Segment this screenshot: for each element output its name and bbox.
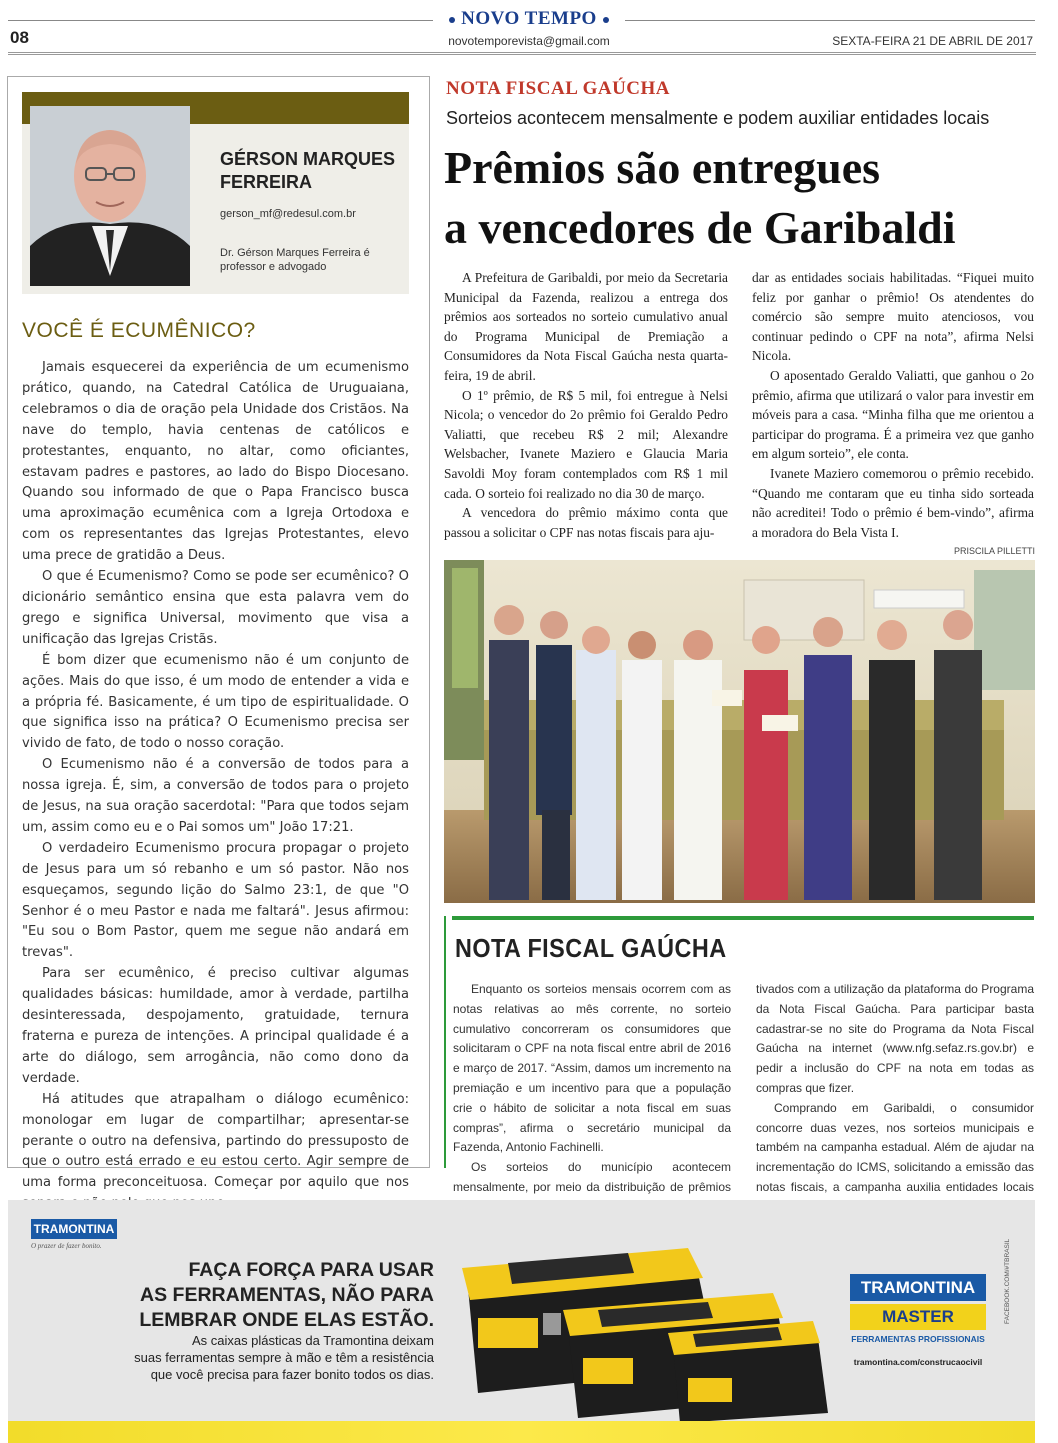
sidebar-box-column-1 bbox=[453, 980, 731, 1218]
article-paragraph: A vencedora do prêmio máximo conta que passou a solicitar o CPF nas notas fiscais para aju- bbox=[444, 505, 728, 540]
author-card bbox=[22, 92, 409, 294]
column-body bbox=[22, 358, 409, 1215]
box-paragraph: Comprando em Garibaldi, o consumidor concorre duas vezes, nos sorteios municipais e também na campanha estadual. Além de ajudar na incrementação do ICMS, solicitando a emissão das notas fiscais, a campanha auxilia entidades locais bbox=[756, 1100, 1034, 1194]
column-paragraph: O que é Ecumenismo? Como se pode ser ecumênico? O dicionário semântico ensina que esta palavra vem do grego e significa Universal, movimento que visa a unificação das Igrejas Cristãs. bbox=[22, 569, 409, 647]
box-paragraph: Enquanto os sorteios mensais ocorrem com as notas relativas ao mês corrente, no sorteio cumulativo concorreram os consumidores que solicitaram o CPF na nota fiscal entre abril de 2016 e março de 2017. “Assim, damos um incremento na premiação e um incentivo para que a população crie o hábito de solicitar a nota fiscal em suas compras”, afirma o secretário municipal da Fazenda, Antonio Fachinelli. bbox=[453, 982, 731, 1155]
tramontina-tagline: O prazer de fazer bonito. bbox=[31, 1242, 102, 1250]
ad-yellow-strip bbox=[8, 1421, 1035, 1443]
toolbox-illustration bbox=[448, 1218, 838, 1428]
author-bio: Dr. Gérson Marques Ferreira é professor e advogado bbox=[220, 247, 370, 273]
author-name: GÉRSON MARQUES FERREIRA bbox=[220, 149, 396, 192]
column-paragraph: O Ecumenismo não é a conversão de todos para a nossa igreja. É, sim, a conversão de todos para o projeto de Jesus, na sua oração sacerdotal: "Para que todos sejam um, assim como eu e o Pai somos um" João 17:21. bbox=[22, 757, 409, 835]
column-title: VOCÊ É ECUMÊNICO? bbox=[22, 319, 256, 342]
tramontina-master-sublogo: MASTER bbox=[850, 1304, 986, 1330]
tramontina-ad bbox=[8, 1200, 1035, 1443]
article-paragraph: dar as entidades sociais habilitadas. “Fiquei muito feliz por ganhar o prêmio! Os atendentes do comércio são sempre muito atenciosos, vou continuar pedindo o CPF na nota”, afirma Nelsi Nicola. bbox=[752, 270, 1034, 364]
box-paragraph: Os sorteios do município acontecem mensalmente, por meio da distribuição de prêmios bbox=[453, 1160, 731, 1194]
page-number: 08 bbox=[10, 28, 29, 47]
sidebar-box-title: NOTA FISCAL GAÚCHA bbox=[455, 933, 727, 963]
header-email: novotemporevista@gmail.com bbox=[448, 34, 610, 48]
column-paragraph: É bom dizer que ecumenismo não é um conjunto de ações. Mais do que isso, é um modo de entender a vida e a própria fé. Basicamente, é um tipo de espiritualidade. O que significa isso na prática? O Ecumenismo precisa ser vivido de fato, de todo o nosso coração. bbox=[22, 652, 409, 752]
sidebar-box-rule bbox=[452, 916, 1034, 920]
ad-social: FACEBOOK.COM/#TBRASIL bbox=[1004, 1238, 1011, 1324]
article-kicker: NOTA FISCAL GAÚCHA bbox=[446, 78, 671, 99]
column-paragraph: O verdadeiro Ecumenismo procura propagar o projeto de Jesus para um só rebanho e um só pastor. Não nos esqueçamos, segundo lição do Salmo 23:1, de que "O Senhor é o meu Pastor e nada me faltará". Jesus afirmou: "Eu sou o Bom Pastor, quem me segue não andará em trevas". bbox=[22, 840, 409, 961]
tramontina-master-logo: TRAMONTINA bbox=[850, 1274, 986, 1301]
ad-body: As caixas plásticas da Tramontina deixam suas ferramentas sempre à mão e têm a resistência que você precisa para fazer bonito todos os dias. bbox=[134, 1333, 434, 1382]
ad-subtitle: FERRAMENTAS PROFISSIONAIS bbox=[851, 1334, 985, 1344]
sidebar-box-column-2 bbox=[756, 980, 1034, 1218]
photo-credit: PRISCILA PILLETTI bbox=[953, 546, 1035, 556]
article-paragraph: O 1º prêmio, de R$ 5 mil, foi entregue à Nelsi Nicola; o vencedor do 2o prêmio foi Geraldo Pedro Valiatti, que recebeu R$ 2 mil; Alexandre Welsbacher, Ivanete Maziero e Glaucia Maria Savoldi Moy foram contemplados com R$ 1 mil cada. O sorteio foi realizado no dia 30 de março. bbox=[444, 387, 728, 501]
article-paragraph: A Prefeitura de Garibaldi, por meio da Secretaria Municipal da Fazenda, realizou a entrega dos prêmios aos sorteados no sorteio cumulativo anual do Programa Municipal de Premiação a Consumidores da Nota Fiscal Gaúcha nesta quarta-feira, 19 de abril. bbox=[444, 270, 728, 383]
column-paragraph: Jamais esquecerei da experiência de um ecumenismo prático, quando, na Catedral Católica de Uruguaiana, celebramos o dia de oração pela Unidade dos Cristãos. Na nave do templo, havia centenas de católicos e protestantes, enquanto, no altar, como oficiantes, estavam padres e pastores, ao lado do Bispo Diocesano. Quando sou informado de que o Papa Francisco busca uma aproximação ecumênica com a Igreja Ortodoxa e com os representantes das Igrejas Protestantes, elevo uma prece de gratidão a Deus. bbox=[22, 360, 409, 564]
ad-headline: FAÇA FORÇA PARA USAR AS FERRAMENTAS, NÃO PARA LEMBRAR ONDE ELAS ESTÃO. bbox=[139, 1259, 434, 1331]
tramontina-logo: TRAMONTINA bbox=[31, 1219, 117, 1239]
box-paragraph: tivados com a utilização da plataforma do Programa da Nota Fiscal Gaúcha. Para participar basta cadastrar-se no site do Programa da Nota Fiscal Gaúcha na internet (www.nfg.sefaz.rs.gov.br) e pedir a inclusão do CPF na nota em todas as compras que fizer. bbox=[756, 982, 1034, 1095]
article-headline: Prêmios são entregues a vencedores de Garibaldi bbox=[444, 142, 956, 253]
article-column-2 bbox=[752, 268, 1034, 542]
masthead: NOVO TEMPO bbox=[0, 8, 1058, 30]
header-rule-2 bbox=[8, 54, 1036, 55]
ad-url: tramontina.com/construcaocivil bbox=[853, 1357, 983, 1367]
author-email: gerson_mf@redesul.com.br bbox=[220, 208, 356, 220]
sidebar-box-vertical-rule bbox=[444, 916, 446, 1168]
column-paragraph: Há atitudes que atrapalham o diálogo ecumênico: monologar em lugar de compartilhar; apresentar-se perante o outro na defensiva, partindo do pressuposto de que o outro está errado e eu estou certo. Agir sempre de uma forma preconceituosa. Começar por aquilo que nos bbox=[22, 1091, 409, 1191]
award-group-photo bbox=[444, 560, 1035, 903]
column-paragraph: Para ser ecumênico, é preciso cultivar algumas qualidades básicas: humildade, amor à verdade, partilha desinteressada, despojamento, gratuidade, ternura fraterna e pureza de intenções. A principal qualidade é a arte do diálogo, sem arrogância, não como dono da verdade. bbox=[22, 966, 409, 1086]
author-photo bbox=[30, 106, 190, 286]
header-date: SEXTA-FEIRA 21 DE ABRIL DE 2017 bbox=[832, 34, 1033, 48]
article-subhead: Sorteios acontecem mensalmente e podem auxiliar entidades locais bbox=[446, 108, 990, 128]
header-rule bbox=[8, 52, 1036, 53]
article-column-1 bbox=[444, 268, 728, 542]
article-paragraph: O aposentado Geraldo Valiatti, que ganhou o 2o prêmio, afirma que utilizará o valor para investir em móveis para a casa. “Minha filha que me orientou a participar do programa. É a primeira vez que ganho em algum sorteio”, ele conta. bbox=[752, 367, 1034, 462]
article-paragraph: Ivanete Maziero comemorou o prêmio recebido. “Quando me contaram que eu tinha sido sorteada não acreditei! Todo o prêmio é bem-vindo”, afirma a moradora do Bela Vista I. bbox=[752, 465, 1034, 540]
